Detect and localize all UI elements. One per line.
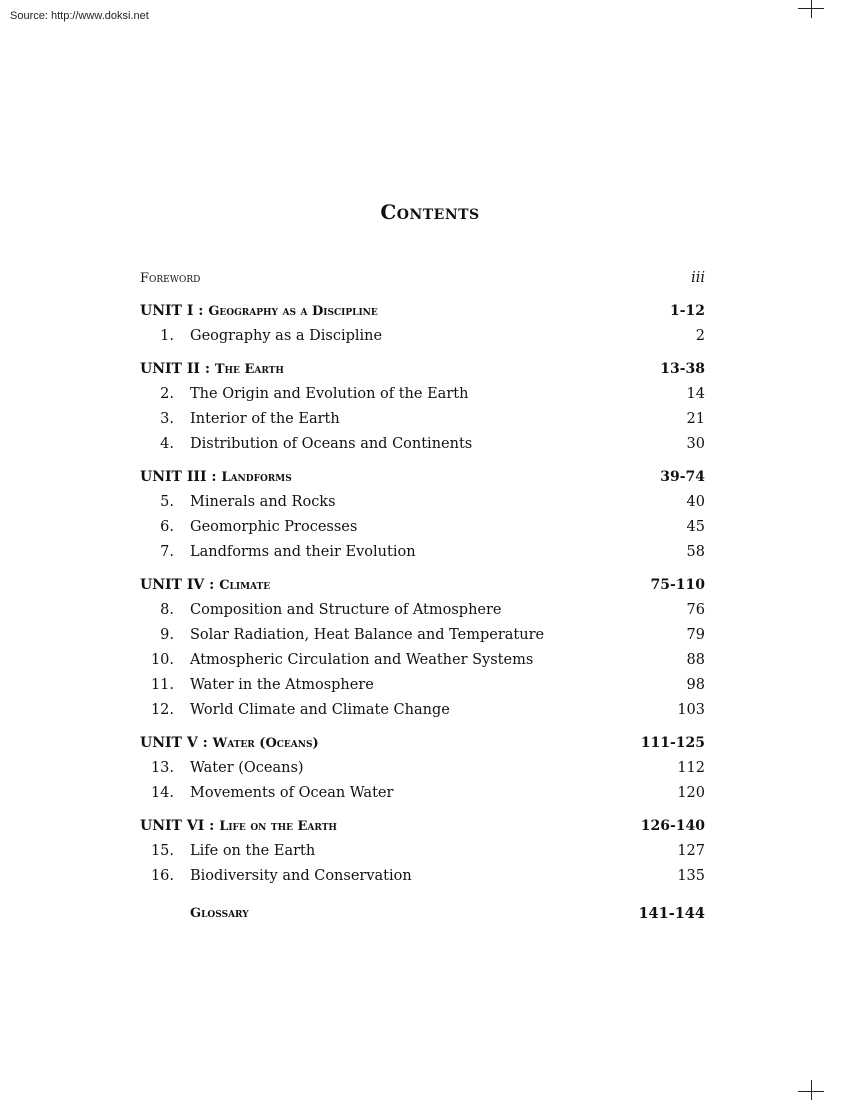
unit-title: The Earth — [214, 362, 284, 377]
chapter-page: 58 — [686, 544, 705, 560]
chapter-page: 127 — [677, 843, 705, 859]
unit-pages: 126-140 — [640, 818, 705, 834]
chapter-page: 103 — [677, 702, 705, 718]
unit-title: Geography as a Discipline — [208, 304, 378, 319]
chapter-title: Movements of Ocean Water — [190, 785, 394, 801]
chapter-title: Atmospheric Circulation and Weather Systems — [190, 652, 534, 668]
chapter-page: 2 — [695, 328, 705, 344]
chapter-number: 15. — [150, 843, 174, 859]
unit-label: UNIT II : — [140, 361, 210, 377]
chapter-row[interactable] — [140, 839, 705, 864]
chapter-page: 14 — [686, 386, 705, 402]
chapter-number: 13. — [150, 760, 174, 776]
unit-pages: 111-125 — [640, 735, 705, 751]
unit-label: UNIT III : — [140, 469, 217, 485]
chapter-row[interactable] — [140, 324, 705, 349]
table-of-contents — [140, 266, 705, 926]
chapter-number: 3. — [160, 411, 174, 427]
chapter-row[interactable] — [140, 490, 705, 515]
chapter-page: 112 — [677, 760, 705, 776]
chapter-row[interactable] — [140, 540, 705, 565]
chapter-number: 8. — [160, 602, 174, 618]
source-note: Source: http://www.doksi.net — [10, 10, 149, 22]
unit-label: UNIT V : — [140, 735, 208, 751]
chapter-title: Minerals and Rocks — [190, 494, 336, 510]
chapter-row[interactable] — [140, 673, 705, 698]
unit-title: Water (Oceans) — [212, 736, 319, 751]
chapter-number: 2. — [160, 386, 174, 402]
chapter-page: 76 — [686, 602, 705, 618]
chapter-title: Biodiversity and Conservation — [190, 868, 412, 884]
glossary-row[interactable] — [140, 901, 705, 926]
chapter-title: Interior of the Earth — [190, 411, 340, 427]
chapter-row[interactable] — [140, 623, 705, 648]
chapter-number: 5. — [160, 494, 174, 510]
chapter-title: Water in the Atmosphere — [190, 677, 374, 693]
glossary-pages: 141-144 — [638, 905, 705, 922]
chapter-number: 12. — [150, 702, 174, 718]
chapter-row[interactable] — [140, 756, 705, 781]
chapter-title: Geomorphic Processes — [190, 519, 358, 535]
chapter-number: 16. — [150, 868, 174, 884]
chapter-row[interactable] — [140, 698, 705, 723]
unit-pages: 75-110 — [650, 577, 705, 593]
unit-pages: 1-12 — [669, 303, 705, 319]
chapter-page: 120 — [677, 785, 705, 801]
unit-title: Climate — [219, 578, 271, 593]
crop-mark-bottom-right-vertical — [811, 1080, 812, 1100]
chapter-row[interactable] — [140, 648, 705, 673]
chapter-page: 21 — [686, 411, 705, 427]
chapter-number: 10. — [150, 652, 174, 668]
chapter-number: 11. — [150, 677, 174, 693]
chapter-title: Water (Oceans) — [190, 760, 304, 776]
chapter-row[interactable] — [140, 598, 705, 623]
unit-row[interactable] — [140, 465, 705, 490]
page-title: Contents — [380, 200, 480, 224]
unit-label: UNIT IV : — [140, 577, 215, 593]
chapter-number: 6. — [160, 519, 174, 535]
chapter-title: Landforms and their Evolution — [190, 544, 416, 560]
chapter-page: 135 — [677, 868, 705, 884]
chapter-title: Solar Radiation, Heat Balance and Temperature — [190, 627, 545, 643]
unit-label: UNIT VI : — [140, 818, 215, 834]
unit-pages: 13-38 — [660, 361, 705, 377]
chapter-row[interactable] — [140, 515, 705, 540]
chapter-page: 45 — [686, 519, 705, 535]
chapter-row[interactable] — [140, 864, 705, 889]
chapter-page: 79 — [686, 627, 705, 643]
chapter-title: The Origin and Evolution of the Earth — [190, 386, 469, 402]
chapter-page: 30 — [686, 436, 705, 452]
glossary-label: Glossary — [190, 906, 249, 921]
chapter-page: 98 — [686, 677, 705, 693]
chapter-row[interactable] — [140, 382, 705, 407]
unit-row[interactable] — [140, 731, 705, 756]
chapter-number: 1. — [160, 328, 174, 344]
chapter-row[interactable] — [140, 432, 705, 457]
chapter-title: World Climate and Climate Change — [190, 702, 450, 718]
chapter-title: Life on the Earth — [190, 843, 316, 859]
unit-title: Landforms — [221, 470, 292, 485]
unit-label: UNIT I : — [140, 303, 204, 319]
unit-row[interactable] — [140, 357, 705, 382]
chapter-title: Composition and Structure of Atmosphere — [190, 602, 502, 618]
foreword-page: iii — [691, 270, 705, 286]
foreword-label: Foreword — [140, 271, 201, 286]
chapter-number: 4. — [160, 436, 174, 452]
chapter-number: 14. — [150, 785, 174, 801]
chapter-row[interactable] — [140, 407, 705, 432]
unit-title: Life on the Earth — [219, 819, 337, 834]
chapter-number: 7. — [160, 544, 174, 560]
chapter-row[interactable] — [140, 781, 705, 806]
chapter-title: Geography as a Discipline — [190, 328, 383, 344]
unit-pages: 39-74 — [660, 469, 705, 485]
chapter-page: 88 — [686, 652, 705, 668]
unit-row[interactable] — [140, 299, 705, 324]
chapter-title: Distribution of Oceans and Continents — [190, 436, 473, 452]
crop-mark-top-right-vertical — [811, 0, 812, 18]
foreword-row[interactable] — [140, 266, 705, 291]
chapter-number: 9. — [160, 627, 174, 643]
unit-row[interactable] — [140, 573, 705, 598]
chapter-page: 40 — [686, 494, 705, 510]
unit-row[interactable] — [140, 814, 705, 839]
